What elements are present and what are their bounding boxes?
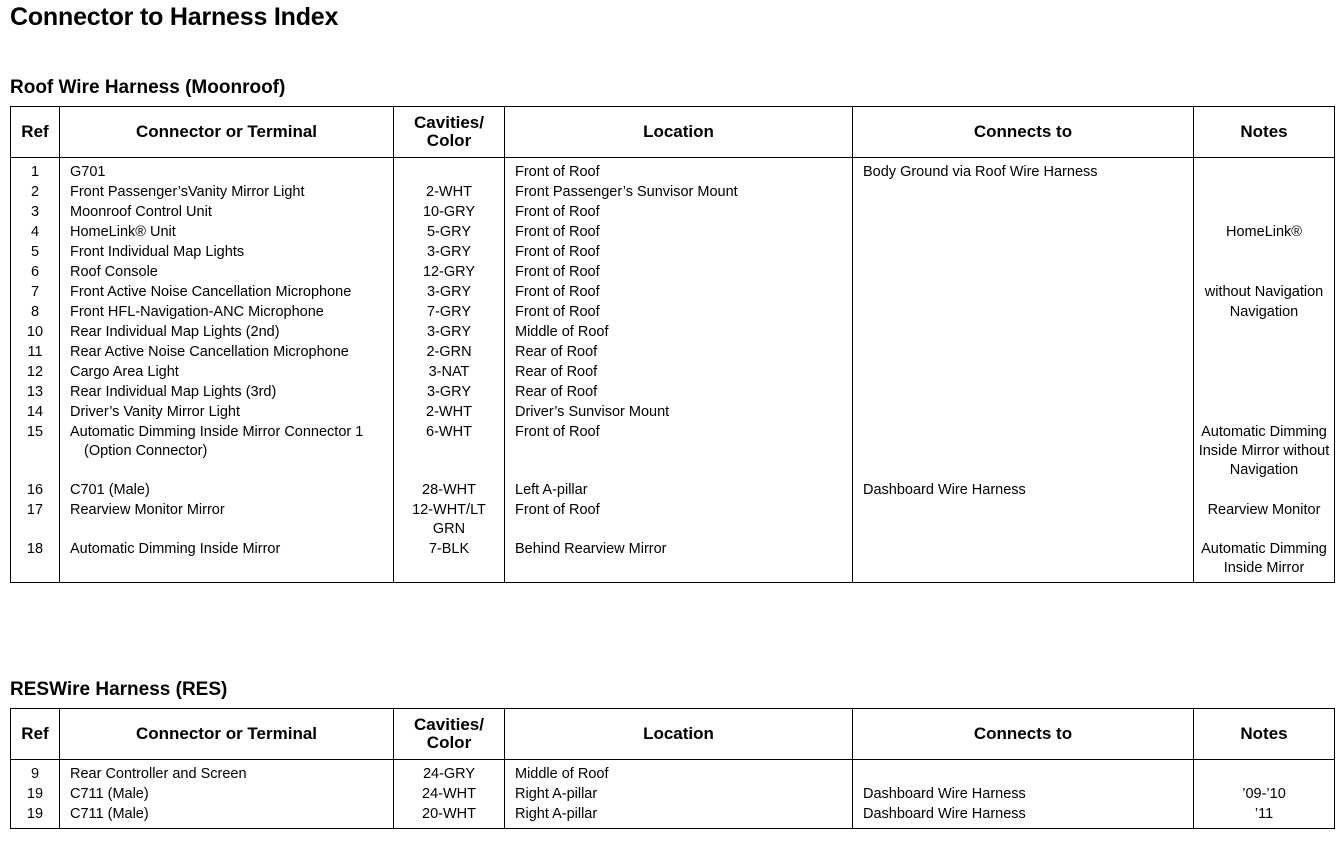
cell-connector bbox=[60, 382, 394, 402]
connector-name: Automatic Dimming Inside Mirror bbox=[70, 541, 281, 557]
cell-cavities bbox=[394, 158, 505, 183]
table-row bbox=[11, 342, 1335, 362]
connector-name: Cargo Area Light bbox=[70, 364, 179, 380]
cell-location: Front of Roof bbox=[505, 422, 853, 480]
cell-connects-to: Dashboard Wire Harness bbox=[853, 804, 1194, 829]
cell-connects-to: Body Ground via Roof Wire Harness bbox=[853, 158, 1194, 183]
column-header-connector: Connector or Terminal bbox=[60, 107, 394, 158]
cell-ref: 12 bbox=[11, 362, 60, 382]
cell-connects-to bbox=[853, 362, 1194, 382]
cell-notes bbox=[1194, 382, 1335, 402]
section-title-res: RESWire Harness (RES) bbox=[10, 679, 228, 700]
table-row bbox=[11, 262, 1335, 282]
cell-ref: 15 bbox=[11, 422, 60, 480]
cell-notes: ’09-’10 bbox=[1194, 784, 1335, 804]
cell-location: Front Passenger’s Sunvisor Mount bbox=[505, 182, 853, 202]
cell-cavities: 3-NAT bbox=[394, 362, 505, 382]
cell-connects-to bbox=[853, 182, 1194, 202]
cell-location: Front of Roof bbox=[505, 262, 853, 282]
cell-cavities: 7-GRY bbox=[394, 302, 505, 322]
cell-connector bbox=[60, 760, 394, 785]
res-harness-table bbox=[10, 708, 1335, 829]
cell-ref: 8 bbox=[11, 302, 60, 322]
table-row bbox=[11, 804, 1335, 829]
cell-cavities: 12-WHT/LT GRN bbox=[394, 500, 505, 539]
cell-ref: 16 bbox=[11, 480, 60, 500]
cell-location: Front of Roof bbox=[505, 158, 853, 183]
table-header-row bbox=[11, 709, 1335, 760]
connector-name: Rear Individual Map Lights (3rd) bbox=[70, 384, 277, 400]
cell-location: Right A-pillar bbox=[505, 784, 853, 804]
cell-cavities: 28-WHT bbox=[394, 480, 505, 500]
cell-connector bbox=[60, 262, 394, 282]
connector-name: Front HFL-Navigation-ANC Microphone bbox=[70, 304, 324, 320]
connector-name: Roof Console bbox=[70, 264, 158, 280]
cell-notes bbox=[1194, 322, 1335, 342]
cell-ref: 10 bbox=[11, 322, 60, 342]
connector-name: Rearview Monitor Mirror bbox=[70, 502, 225, 518]
cell-connector bbox=[60, 784, 394, 804]
cell-connects-to bbox=[853, 242, 1194, 262]
cell-location: Rear of Roof bbox=[505, 342, 853, 362]
connector-name: Automatic Dimming Inside Mirror Connector 1 bbox=[70, 424, 364, 440]
cell-connects-to bbox=[853, 202, 1194, 222]
cell-notes bbox=[1194, 182, 1335, 202]
column-header-connects-to: Connects to bbox=[853, 709, 1194, 760]
column-header-connector: Connector or Terminal bbox=[60, 709, 394, 760]
cell-cavities: 3-GRY bbox=[394, 322, 505, 342]
column-header-cavities: Cavities/ Color bbox=[394, 107, 505, 158]
cell-connector bbox=[60, 342, 394, 362]
cell-cavities: 3-GRY bbox=[394, 242, 505, 262]
table-row bbox=[11, 422, 1335, 480]
connector-name: Rear Active Noise Cancellation Microphone bbox=[70, 344, 349, 360]
cell-location: Front of Roof bbox=[505, 282, 853, 302]
cell-connects-to bbox=[853, 402, 1194, 422]
cell-connector bbox=[60, 222, 394, 242]
table-row bbox=[11, 784, 1335, 804]
section-title-roof: Roof Wire Harness (Moonroof) bbox=[10, 77, 286, 98]
cell-ref: 14 bbox=[11, 402, 60, 422]
cell-notes bbox=[1194, 158, 1335, 183]
column-header-ref: Ref bbox=[11, 709, 60, 760]
cell-cavities: 3-GRY bbox=[394, 282, 505, 302]
roof-harness-table bbox=[10, 106, 1335, 583]
table-row bbox=[11, 402, 1335, 422]
table-header-row bbox=[11, 107, 1335, 158]
cell-connector bbox=[60, 480, 394, 500]
connector-name: C701 (Male) bbox=[70, 482, 150, 498]
cell-ref: 3 bbox=[11, 202, 60, 222]
cell-ref: 13 bbox=[11, 382, 60, 402]
cell-location: Front of Roof bbox=[505, 500, 853, 539]
cell-notes: Automatic Dimming Inside Mirror bbox=[1194, 539, 1335, 583]
cell-notes bbox=[1194, 242, 1335, 262]
connector-name: Driver’s Vanity Mirror Light bbox=[70, 404, 241, 420]
table-row bbox=[11, 480, 1335, 500]
cell-ref: 18 bbox=[11, 539, 60, 583]
table-row bbox=[11, 222, 1335, 242]
table-row bbox=[11, 202, 1335, 222]
cell-notes: Navigation bbox=[1194, 302, 1335, 322]
cell-ref: 7 bbox=[11, 282, 60, 302]
cell-ref: 9 bbox=[11, 760, 60, 785]
cell-location: Front of Roof bbox=[505, 222, 853, 242]
cell-connects-to bbox=[853, 422, 1194, 480]
cell-connector bbox=[60, 402, 394, 422]
column-header-notes: Notes bbox=[1194, 107, 1335, 158]
cell-notes bbox=[1194, 342, 1335, 362]
cell-connector bbox=[60, 362, 394, 382]
cell-cavities: 7-BLK bbox=[394, 539, 505, 583]
cell-location: Front of Roof bbox=[505, 202, 853, 222]
cell-cavities: 10-GRY bbox=[394, 202, 505, 222]
cell-cavities: 20-WHT bbox=[394, 804, 505, 829]
cell-connector bbox=[60, 182, 394, 202]
connector-name: C711 (Male) bbox=[70, 786, 149, 802]
table-body bbox=[11, 760, 1335, 829]
cell-cavities: 2-WHT bbox=[394, 182, 505, 202]
cell-location: Right A-pillar bbox=[505, 804, 853, 829]
cell-ref: 19 bbox=[11, 804, 60, 829]
cell-connects-to bbox=[853, 222, 1194, 242]
cell-notes bbox=[1194, 202, 1335, 222]
cell-ref: 2 bbox=[11, 182, 60, 202]
connector-name: Front Passenger’sVanity Mirror Light bbox=[70, 184, 305, 200]
cell-ref: 1 bbox=[11, 158, 60, 183]
page-title: Connector to Harness Index bbox=[10, 3, 339, 31]
cell-ref: 11 bbox=[11, 342, 60, 362]
table-row bbox=[11, 282, 1335, 302]
cell-cavities: 3-GRY bbox=[394, 382, 505, 402]
cell-notes bbox=[1194, 480, 1335, 500]
table-row bbox=[11, 362, 1335, 382]
connector-name: C711 (Male) bbox=[70, 806, 149, 822]
cell-notes: HomeLink® bbox=[1194, 222, 1335, 242]
table-row bbox=[11, 500, 1335, 539]
cell-cavities: 5-GRY bbox=[394, 222, 505, 242]
cell-connects-to: Dashboard Wire Harness bbox=[853, 784, 1194, 804]
cell-location: Front of Roof bbox=[505, 242, 853, 262]
connector-name: Rear Controller and Screen bbox=[70, 766, 247, 782]
cell-connects-to bbox=[853, 322, 1194, 342]
cell-cavities: 2-GRN bbox=[394, 342, 505, 362]
cell-connector bbox=[60, 282, 394, 302]
table-body bbox=[11, 158, 1335, 583]
cell-notes bbox=[1194, 402, 1335, 422]
connector-name: Moonroof Control Unit bbox=[70, 204, 212, 220]
cell-connector bbox=[60, 804, 394, 829]
cell-location: Middle of Roof bbox=[505, 322, 853, 342]
cell-location: Rear of Roof bbox=[505, 362, 853, 382]
cell-location: Driver’s Sunvisor Mount bbox=[505, 402, 853, 422]
cell-connects-to: Dashboard Wire Harness bbox=[853, 480, 1194, 500]
connector-name: Front Individual Map Lights bbox=[70, 244, 245, 260]
cell-ref: 19 bbox=[11, 784, 60, 804]
table-row bbox=[11, 302, 1335, 322]
cell-connects-to bbox=[853, 262, 1194, 282]
column-header-notes: Notes bbox=[1194, 709, 1335, 760]
connector-name: G701 bbox=[70, 164, 106, 180]
table-row bbox=[11, 539, 1335, 583]
cell-connects-to bbox=[853, 760, 1194, 785]
table-row bbox=[11, 242, 1335, 262]
cell-location: Left A-pillar bbox=[505, 480, 853, 500]
cell-notes: Automatic Dimming Inside Mirror without Navigation bbox=[1194, 422, 1335, 480]
cell-notes bbox=[1194, 362, 1335, 382]
cell-notes: without Navigation bbox=[1194, 282, 1335, 302]
cell-location: Behind Rearview Mirror bbox=[505, 539, 853, 583]
cell-connector bbox=[60, 302, 394, 322]
cell-connects-to bbox=[853, 500, 1194, 539]
cell-connector bbox=[60, 242, 394, 262]
cell-connects-to bbox=[853, 539, 1194, 583]
cell-notes bbox=[1194, 760, 1335, 785]
table-row bbox=[11, 382, 1335, 402]
cell-cavities: 24-GRY bbox=[394, 760, 505, 785]
cell-connector bbox=[60, 158, 394, 183]
connector-name: Rear Individual Map Lights (2nd) bbox=[70, 324, 280, 340]
cell-connector bbox=[60, 322, 394, 342]
cell-connector bbox=[60, 422, 394, 480]
connector-name: HomeLink® Unit bbox=[70, 224, 176, 240]
table-row bbox=[11, 158, 1335, 183]
cell-connector bbox=[60, 500, 394, 539]
column-header-location: Location bbox=[505, 709, 853, 760]
column-header-ref: Ref bbox=[11, 107, 60, 158]
cell-location: Front of Roof bbox=[505, 302, 853, 322]
cell-connects-to bbox=[853, 282, 1194, 302]
cell-notes: ’11 bbox=[1194, 804, 1335, 829]
connector-name: Front Active Noise Cancellation Microphone bbox=[70, 284, 352, 300]
cell-cavities: 12-GRY bbox=[394, 262, 505, 282]
cell-notes bbox=[1194, 262, 1335, 282]
cell-cavities: 2-WHT bbox=[394, 402, 505, 422]
table-row bbox=[11, 182, 1335, 202]
column-header-location: Location bbox=[505, 107, 853, 158]
cell-ref: 6 bbox=[11, 262, 60, 282]
cell-cavities: 24-WHT bbox=[394, 784, 505, 804]
cell-location: Middle of Roof bbox=[505, 760, 853, 785]
cell-ref: 17 bbox=[11, 500, 60, 539]
cell-connects-to bbox=[853, 342, 1194, 362]
table-row bbox=[11, 322, 1335, 342]
column-header-connects-to: Connects to bbox=[853, 107, 1194, 158]
cell-connector bbox=[60, 539, 394, 583]
cell-ref: 4 bbox=[11, 222, 60, 242]
cell-connects-to bbox=[853, 382, 1194, 402]
connector-subtitle: (Option Connector) bbox=[84, 443, 208, 459]
table-row bbox=[11, 760, 1335, 785]
column-header-cavities: Cavities/ Color bbox=[394, 709, 505, 760]
cell-connector bbox=[60, 202, 394, 222]
cell-connects-to bbox=[853, 302, 1194, 322]
cell-location: Rear of Roof bbox=[505, 382, 853, 402]
cell-notes: Rearview Monitor bbox=[1194, 500, 1335, 539]
cell-cavities: 6-WHT bbox=[394, 422, 505, 480]
cell-ref: 5 bbox=[11, 242, 60, 262]
